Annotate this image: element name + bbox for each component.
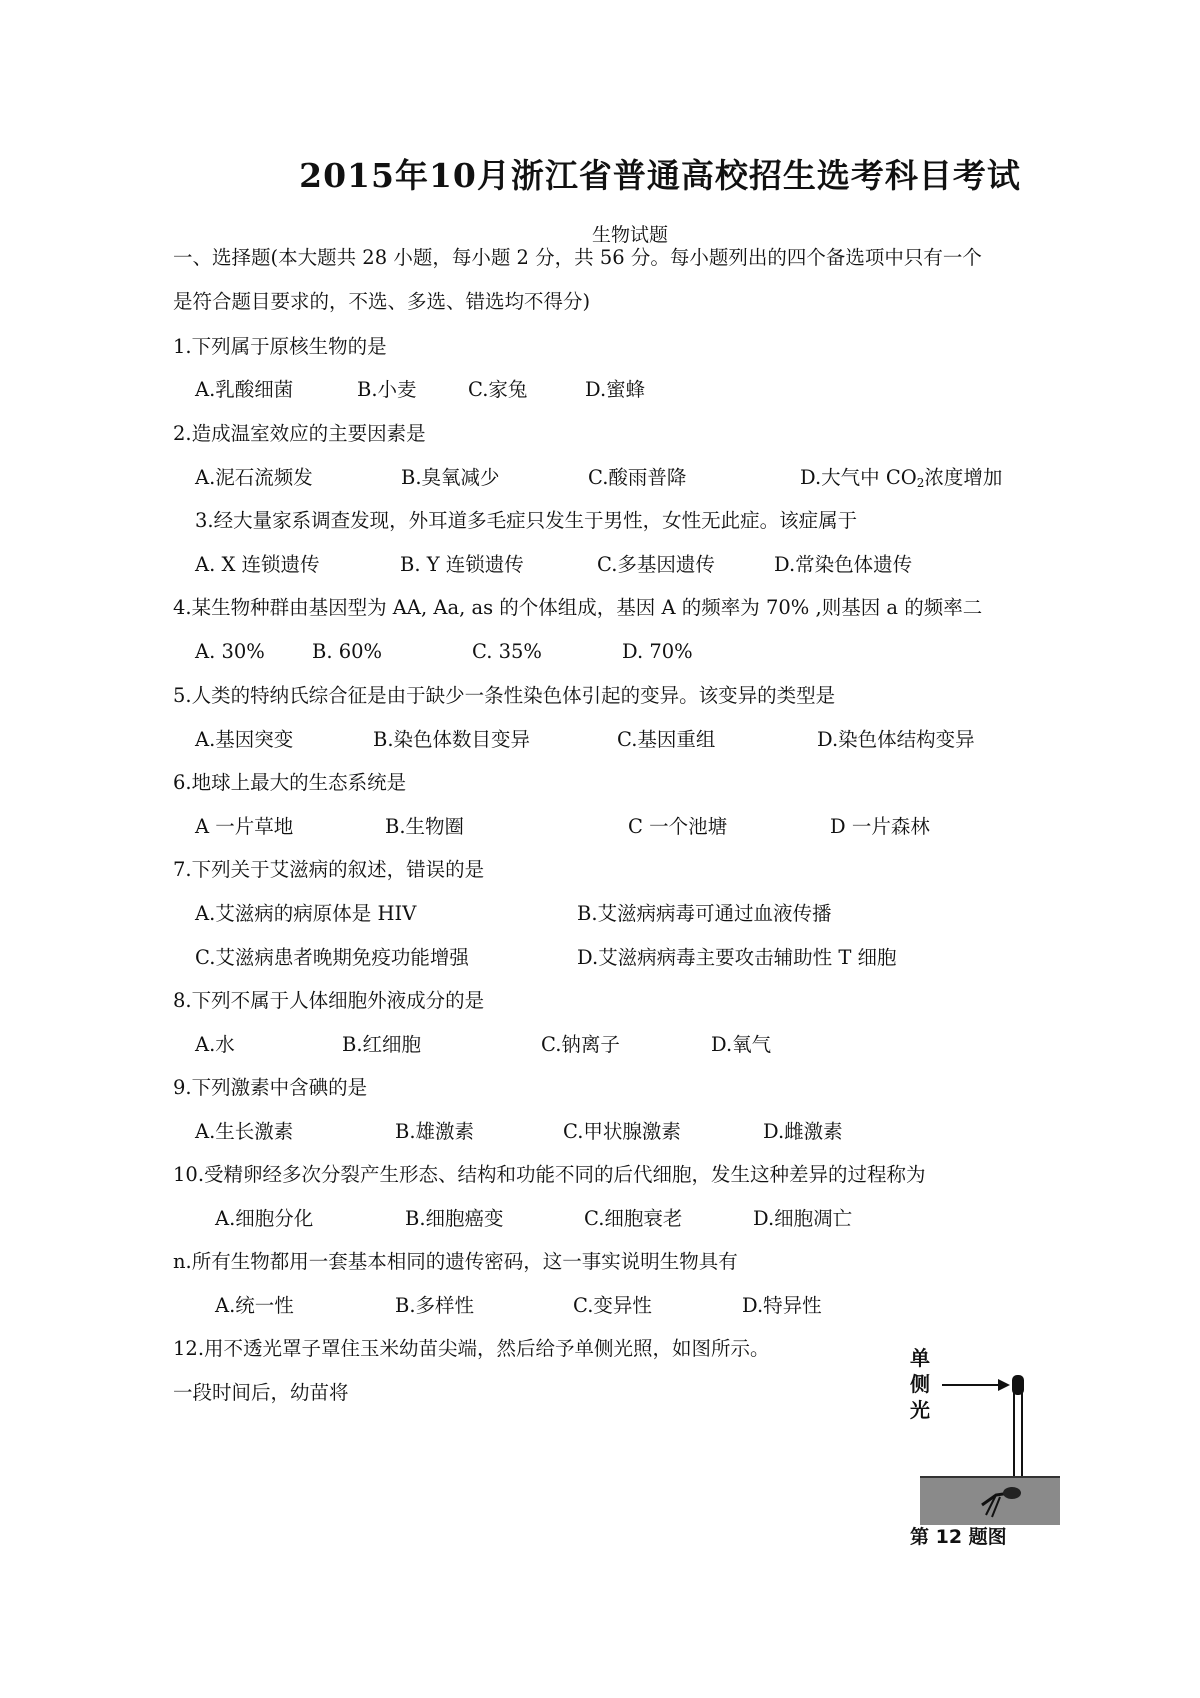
figure-label-char-1: 单 [910, 1346, 930, 1370]
question-7-option-b: B.艾滋病病毒可通过血液传播 [577, 902, 832, 925]
section-instructions-line1: 一、选择题(本大题共 28 小题，每小题 2 分，共 56 分。每小题列出的四个备选项中只有一个 [173, 246, 982, 269]
question-11-option-a: A.统一性 [215, 1294, 294, 1317]
question-12-stem-continued: 一段时间后，幼苗将 [173, 1381, 349, 1404]
figure-caption: 第 12 题图 [910, 1526, 1007, 1548]
question-4-stem: 4.某生物种群由基因型为 AA, Aa, as 的个体组成，基因 A 的频率为 70% ,则基因 a 的频率二 [173, 596, 983, 619]
question-7-option-a: A.艾滋病的病原体是 HIV [195, 902, 417, 925]
question-10-option-b: B.细胞癌变 [405, 1207, 504, 1230]
question-1-option-b: B.小麦 [357, 378, 417, 401]
figure-label-char-3: 光 [910, 1398, 930, 1422]
question-5-option-a: A.基因突变 [195, 728, 294, 751]
question-10-option-a: A.细胞分化 [215, 1207, 314, 1230]
question-1-stem: 1.下列属于原核生物的是 [173, 335, 387, 358]
question-1-option-c: C.家兔 [468, 378, 528, 401]
question-7-option-d: D.艾滋病病毒主要攻击辅助性 T 细胞 [577, 946, 897, 969]
question-9-option-c: C.甲状腺激素 [563, 1120, 681, 1143]
question-3-option-c: C.多基因遗传 [597, 553, 715, 576]
question-6-option-b: B.生物圈 [385, 815, 465, 838]
question-2-option-b: B.臭氧减少 [401, 466, 500, 489]
question-7-stem: 7.下列关于艾滋病的叙述，错误的是 [173, 858, 485, 881]
question-10-option-c: C.细胞衰老 [584, 1207, 683, 1230]
question-2-option-d-subscript: 2 [916, 476, 925, 490]
question-11-option-c: C.变异性 [573, 1294, 652, 1317]
question-9-stem: 9.下列激素中含碘的是 [173, 1076, 368, 1099]
question-1-option-d: D.蜜蜂 [585, 378, 646, 401]
question-12-stem: 12.用不透光罩子罩住玉米幼苗尖端，然后给予单侧光照，如图所示。 [173, 1337, 770, 1360]
question-3-option-b: B. Y 连锁遗传 [400, 553, 524, 576]
question-1-option-a: A.乳酸细菌 [195, 378, 294, 401]
question-4-option-d: D. 70% [622, 640, 693, 663]
question-10-stem: 10.受精卵经多次分裂产生形态、结构和功能不同的后代细胞，发生这种差异的过程称为 [173, 1163, 926, 1186]
light-arrow-icon [942, 1379, 1010, 1391]
question-6-option-c: C 一个池塘 [628, 815, 728, 838]
question-2-option-a: A.泥石流频发 [195, 466, 313, 489]
question-9-option-b: B.雄激素 [395, 1120, 475, 1143]
question-7-option-c: C.艾滋病患者晚期免疫功能增强 [195, 946, 469, 969]
question-2-option-d-suffix: 浓度增加 [924, 466, 1003, 489]
question-2-option-d [800, 465, 1002, 496]
question-11-option-d: D.特异性 [742, 1294, 822, 1317]
question-3-option-d: D.常染色体遗传 [774, 553, 913, 576]
question-11-option-b: B.多样性 [395, 1294, 475, 1317]
section-instructions-line2: 是符合题目要求的，不选、多选、错选均不得分) [173, 290, 591, 313]
question-2-stem: 2.造成温室效应的主要因素是 [173, 422, 426, 445]
page-subtitle: 生物试题 [591, 224, 668, 246]
question-2-option-c: C.酸雨普降 [588, 466, 687, 489]
question-2-option-d-prefix: D.大气中 CO [800, 466, 917, 489]
question-11-stem: n.所有生物都用一套基本相同的遗传密码，这一事实说明生物具有 [173, 1250, 738, 1273]
question-8-option-c: C.钠离子 [541, 1033, 620, 1056]
question-4-option-a: A. 30% [195, 640, 265, 663]
question-9-option-a: A.生长激素 [195, 1120, 294, 1143]
question-4-option-c: C. 35% [472, 640, 542, 663]
question-6-option-d: D 一片森林 [830, 815, 930, 838]
question-5-option-d: D.染色体结构变异 [817, 728, 975, 751]
question-8-stem: 8.下列不属于人体细胞外液成分的是 [173, 989, 485, 1012]
opaque-cap-icon [1012, 1375, 1024, 1395]
question-5-option-b: B.染色体数目变异 [373, 728, 531, 751]
page-title: 2015年10月浙江省普通高校招生选考科目考试 [299, 156, 1021, 195]
question-9-option-d: D.雌激素 [763, 1120, 843, 1143]
question-8-option-a: A.水 [195, 1033, 235, 1056]
question-8-option-d: D.氧气 [711, 1033, 772, 1056]
question-6-option-a: A 一片草地 [195, 815, 294, 838]
seedling-figure [900, 1345, 1060, 1545]
question-5-stem: 5.人类的特纳氏综合征是由于缺少一条性染色体引起的变异。该变异的类型是 [173, 684, 836, 707]
question-4-option-b: B. 60% [312, 640, 383, 663]
question-6-stem: 6.地球上最大的生态系统是 [173, 771, 407, 794]
question-3-stem: 3.经大量家系调查发现，外耳道多毛症只发生于男性，女性无此症。该症属于 [195, 509, 858, 532]
figure-label-char-2: 侧 [910, 1372, 930, 1396]
question-8-option-b: B.红细胞 [342, 1033, 422, 1056]
question-3-option-a: A. X 连锁遗传 [195, 553, 320, 576]
question-5-option-c: C.基因重组 [617, 728, 716, 751]
question-10-option-d: D.细胞凋亡 [753, 1207, 853, 1230]
